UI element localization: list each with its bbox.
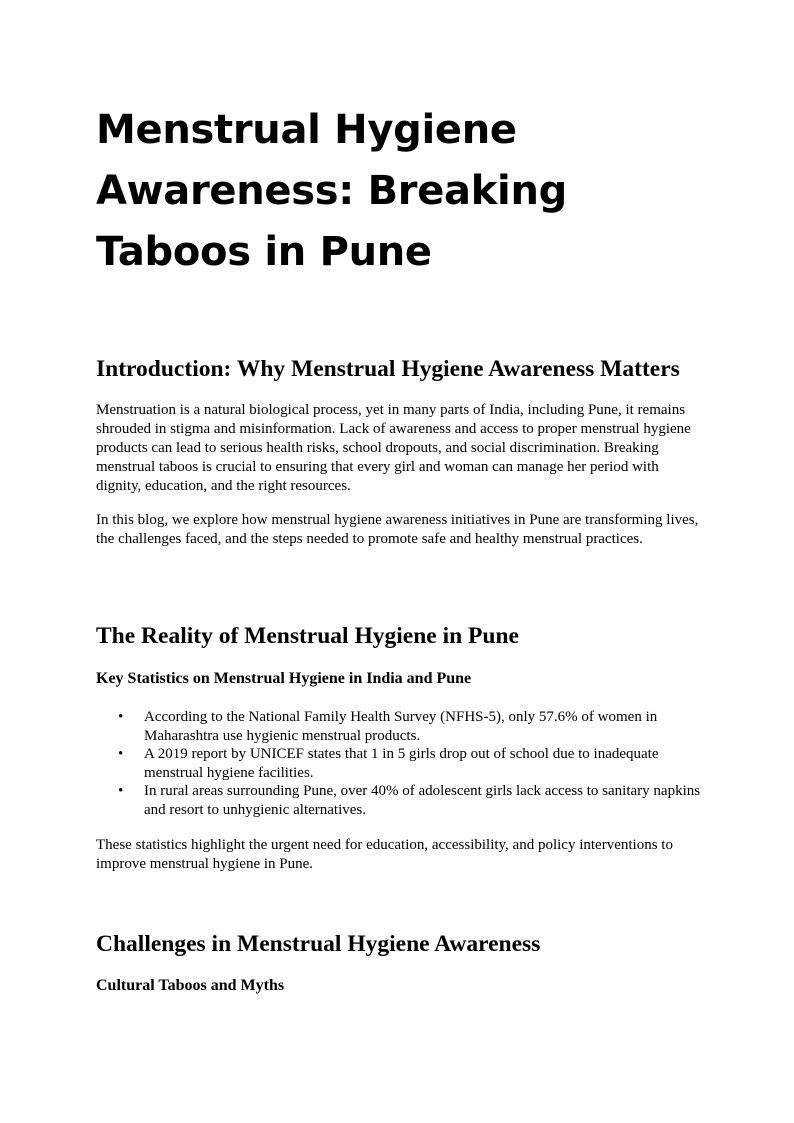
- subheading-key-statistics: Key Statistics on Menstrual Hygiene in India and Pune: [96, 670, 472, 687]
- list-item: [96, 782, 708, 819]
- statistics-list: [96, 708, 708, 819]
- subheading-cultural-taboos: Cultural Taboos and Myths: [96, 977, 285, 994]
- document-title: Menstrual Hygiene Awareness: Breaking Taboos in Pune: [96, 107, 567, 275]
- section-heading-reality: The Reality of Menstrual Hygiene in Pune: [96, 623, 519, 649]
- list-item: [96, 745, 708, 782]
- list-item-text: In rural areas surrounding Pune, over 40% of adolescent girls lack access to sanitary napkins and resort to unhygienic alternatives.: [144, 783, 701, 818]
- list-item-text: A 2019 report by UNICEF states that 1 in 5 girls drop out of school due to inadequate menstrual hygiene facilities.: [144, 746, 659, 781]
- intro-paragraph: Menstruation is a natural biological process, yet in many parts of India, including Pune, it remains shrouded in stigma and misinformation. Lack of awareness and access to proper menstrual hygiene products can lead to serious health risks, school dropouts, and social discrimination. Breaking menstrual taboos is crucial to ensuring that every girl and woman can manage her period with dignity, education, and the right resources.: [96, 402, 691, 494]
- list-item: [96, 708, 708, 745]
- list-item-text: According to the National Family Health Survey (NFHS-5), only 57.6% of women in Maharashtra use hygienic menstrual products.: [144, 709, 658, 744]
- statistics-summary-paragraph: These statistics highlight the urgent need for education, accessibility, and policy interventions to improve menstrual hygiene in Pune.: [96, 837, 673, 872]
- bullet-icon: •: [118, 709, 124, 725]
- section-heading-introduction: Introduction: Why Menstrual Hygiene Awareness Matters: [96, 356, 680, 382]
- section-heading-challenges: Challenges in Menstrual Hygiene Awareness: [96, 931, 541, 957]
- blog-overview-paragraph: In this blog, we explore how menstrual hygiene awareness initiatives in Pune are transforming lives, the challenges faced, and the steps needed to promote safe and healthy menstrual practices.: [96, 512, 699, 547]
- bullet-icon: •: [118, 746, 124, 762]
- bullet-icon: •: [118, 783, 124, 799]
